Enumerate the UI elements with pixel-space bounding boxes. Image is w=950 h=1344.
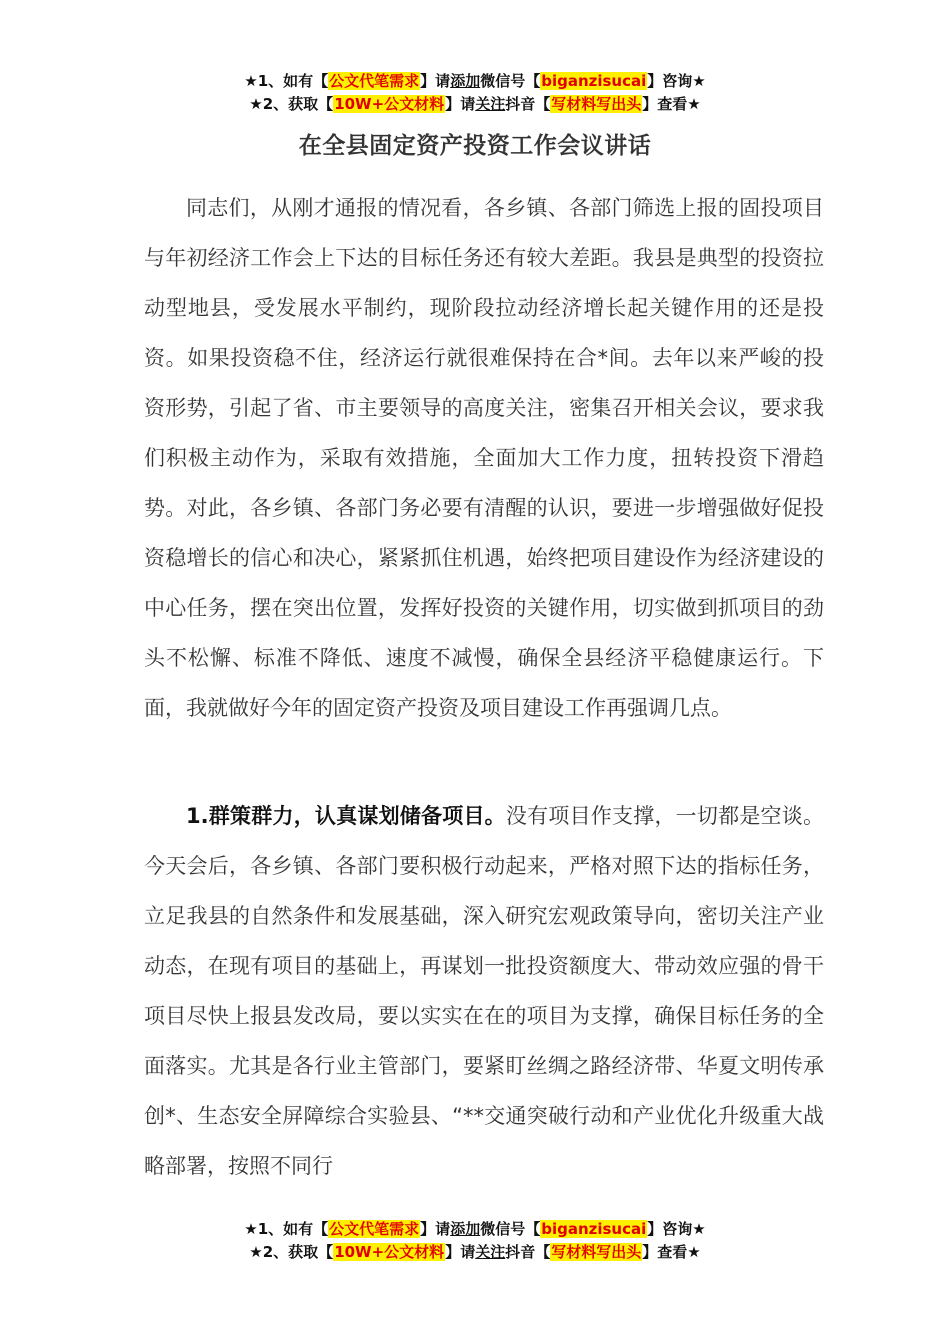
promo-line-2: [0, 1241, 950, 1264]
promo-highlight: 10W+公文材料: [334, 95, 445, 113]
promo-line-2: [0, 93, 950, 116]
bottom-promo-banner: [0, 1218, 950, 1264]
promo-highlight: 公文代笔需求: [329, 72, 420, 90]
promo-text: 微信号【: [480, 1220, 541, 1238]
promo-underlined: 添加: [450, 1220, 481, 1238]
promo-highlight: biganzisucai: [541, 1220, 647, 1238]
promo-text: 】请: [445, 1243, 476, 1261]
promo-underlined: 添加: [450, 72, 481, 90]
document-title: 在全县固定资产投资工作会议讲话: [298, 133, 652, 159]
promo-text: ★1、如有【: [244, 72, 329, 90]
promo-highlight: 10W+公文材料: [334, 1243, 445, 1261]
point-heading: 1.群策群力，认真谋划储备项目。: [186, 804, 506, 828]
promo-highlight: 公文代笔需求: [329, 1220, 420, 1238]
promo-text: 】请: [420, 72, 451, 90]
promo-text: ★2、获取【: [249, 1243, 334, 1261]
promo-line-1: [0, 70, 950, 93]
promo-underlined: 关注: [475, 95, 506, 113]
promo-text: 抖音【: [505, 1243, 551, 1261]
top-promo-banner: [0, 70, 950, 116]
promo-text: 】查看★: [642, 1243, 701, 1261]
paragraph-intro: 同志们，从刚才通报的情况看，各乡镇、各部门筛选上报的固投项目与年初经济工作会上下达的目标任务还有较大差距。我县是典型的投资拉动型地县，受发展水平制约，现阶段拉动经济增长起关键作用的还是投资。如果投资稳不住，经济运行就很难保持在合*间。去年以来严峻的投资形势，引起了省、市主要领导的高度关注，密集召开相关会议，要求我们积极主动作为，采取有效措施，全面加大工作力度，扭转投资下滑趋势。对此，各乡镇、各部门务必要有清醒的认识，要进一步增强做好促投资稳增长的信心和决心，紧紧抓住机遇，始终把项目建设作为经济建设的中心任务，摆在突出位置，发挥好投资的关键作用，切实做到抓项目的劲头不松懈、标准不降低、速度不减慢，确保全县经济平稳健康运行。下面，我就做好今年的固定资产投资及项目建设工作再强调几点。: [144, 196, 824, 720]
promo-text: ★2、获取【: [249, 95, 334, 113]
promo-text: ★1、如有【: [244, 1220, 329, 1238]
promo-text: 】请: [445, 95, 476, 113]
promo-text: 】咨询★: [647, 72, 706, 90]
promo-highlight: biganzisucai: [541, 72, 647, 90]
promo-highlight: 写材料写出头: [551, 95, 642, 113]
promo-text: 】查看★: [642, 95, 701, 113]
promo-text: 抖音【: [505, 95, 551, 113]
promo-text: 】请: [420, 1220, 451, 1238]
point-body: 没有项目作支撑，一切都是空谈。今天会后，各乡镇、各部门要积极行动起来，严格对照下达的指标任务，立足我县的自然条件和发展基础，深入研究宏观政策导向，密切关注产业动态，在现有项目的基础上，再谋划一批投资额度大、带动效应强的骨干项目尽快上报县发改局，要以实实在在的项目为支撑，确保目标任务的全面落实。尤其是各行业主管部门，要紧盯丝绸之路经济带、华夏文明传承创*、生态安全屏障综合实验县、“**交通突破行动和产业优化升级重大战略部署，按照不同行: [144, 804, 824, 1178]
promo-text: 】咨询★: [647, 1220, 706, 1238]
promo-text: 微信号【: [480, 72, 541, 90]
promo-underlined: 关注: [475, 1243, 506, 1261]
promo-line-1: [0, 1218, 950, 1241]
paragraph-point-1: [144, 791, 824, 1191]
promo-highlight: 写材料写出头: [551, 1243, 642, 1261]
